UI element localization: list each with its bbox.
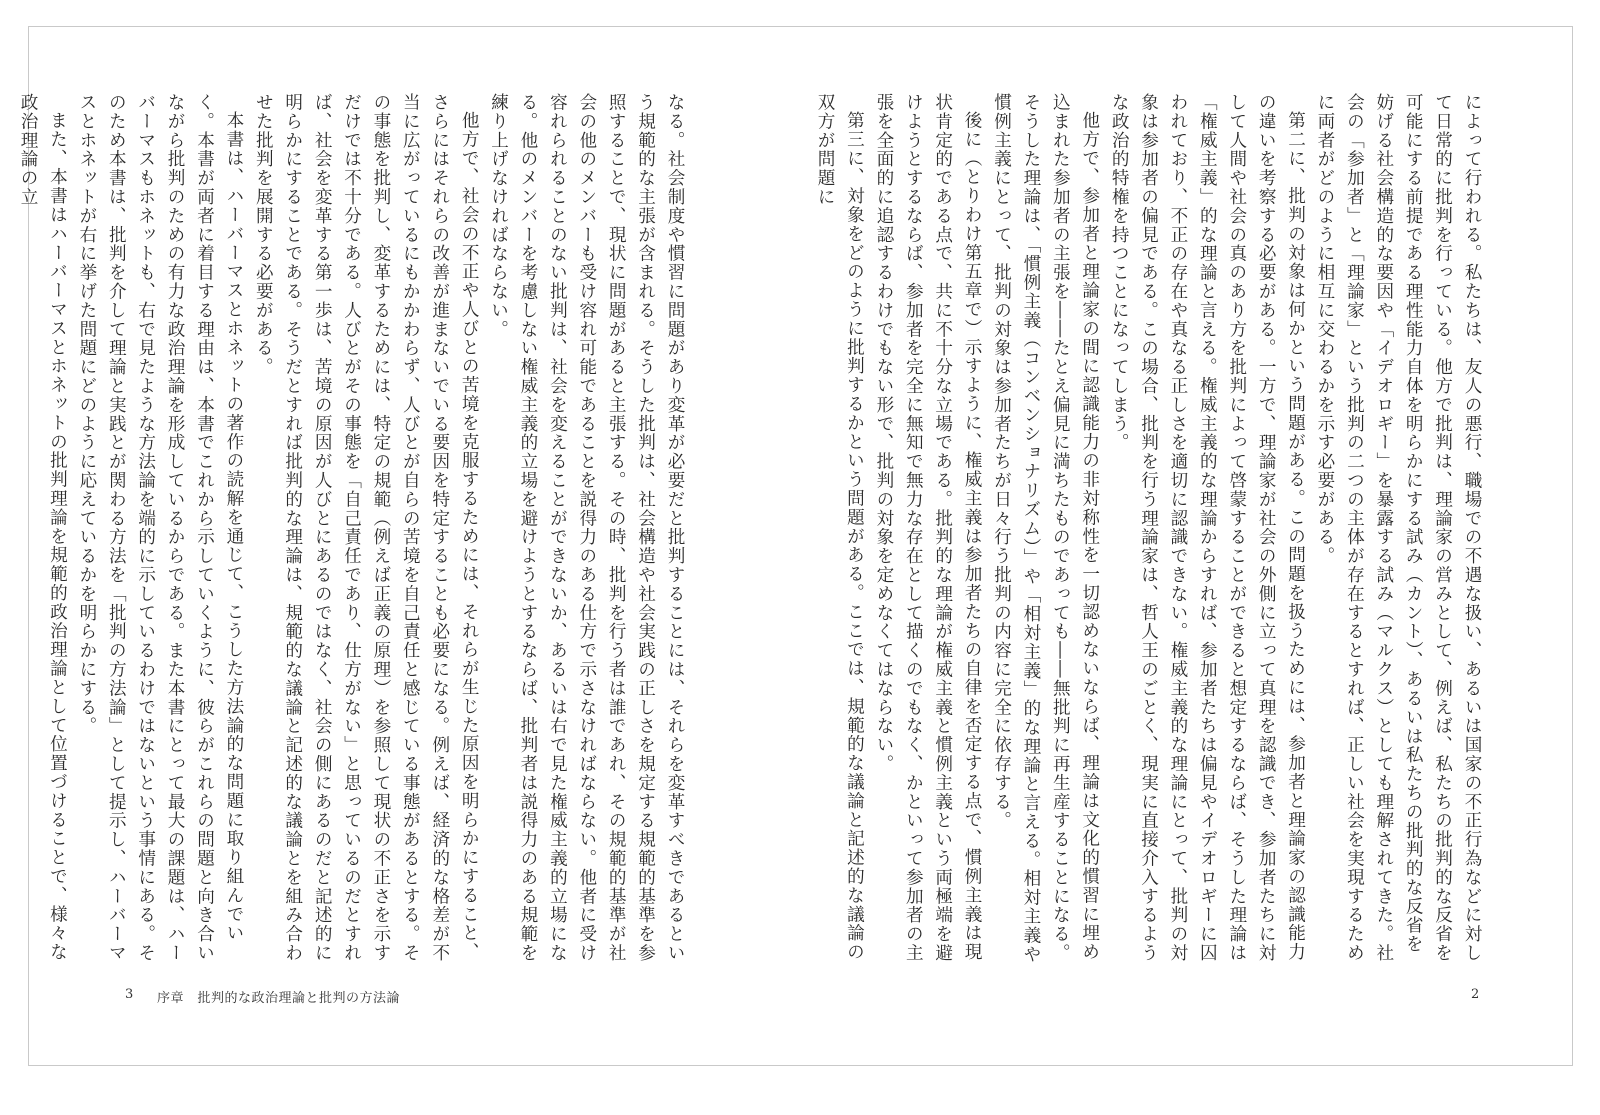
running-head: 序章 批判的な政治理論と批判の方法論	[157, 991, 401, 1006]
paragraph: 本書は、ハーバーマスとホネットの著作の読解を通じて、こうした方法論的な問題に取り組んでいく。本書が両者に着目する理由は、本書でこれから示していくように、彼らがこれらの問題と向き合いながら批判のための有力な政治理論を形成しているからである。また本書にとって最大の課題は、ハーバーマスもホネットも、右で見たような方法論を端的に示しているわけではないという事情にある。そのため本書は、批判を介して理論と実践とが関わる方法を「批判の方法論」として提示し、ハーバーマスとホネットが右に挙げた問題にどのように応えているかを明らかにする。	[76, 93, 244, 963]
paragraph: 第二に、批判の対象は何かという問題がある。この問題を扱うためには、参加者と理論家の認識能力の違いを考察する必要がある。一方で、理論家が社会の外側に立って真理を認識でき、参加者たちに対して人間や社会の真のあり方を批判によって啓蒙することができると想定するならば、そうした理論は「権威主義」的な理論と言える。権威主義的な理論からすれば、参加者たちは偏見やイデオロギーに囚われており、不正の存在や真なる正しさを適切に認識できない。権威主義的な理論にとって、批判の対象は参加者の偏見である。この場合、批判を行う理論家は、哲人王のごとく、現実に直接介入するような政治的特権を持つことになってしまう。	[1109, 93, 1306, 963]
right-page-body	[815, 93, 1486, 968]
page-number: 2	[1471, 987, 1480, 1002]
paragraph: 他方で、社会の不正や人びとの苦境を克服するためには、それらが生じた原因を明らかにすること、さらにはそれらの改善が進まないでいる要因を特定することも必要になる。例えば、経済的な格差が不当に広がっているにもかかわらず、人びとが自らの苦境を自己責任と感じている事態があるとする。その事態を批判し、変革するためには、特定の規範（例えば正義の原理）を参照して現状の不正さを示すだけでは不十分である。人びとがその事態を「自己責任であり、仕方がない」と思っているのだとすれば、社会を変革する第一歩は、苦境の原因が人びとにあるのではなく、社会の側にあるのだと記述的に明らかにすることである。そうだとすれば批判的な理論は、規範的な議論と記述的な議論とを組み合わせた批判を展開する必要がある。	[253, 93, 480, 963]
right-page	[801, 27, 1573, 1067]
paragraph: 第三に、対象をどのように批判するかという問題がある。ここでは、規範的な議論と記述的な議論の双方が問題に	[815, 93, 865, 962]
page-number: 3	[125, 987, 134, 1002]
paragraph: 後に（とりわけ第五章で）示すように、権威主義は参加者たちの自律を否定する点で、慣例主義は現状肯定的である点で、共に不十分な立場である。批判的な理論が権威主義と慣例主義という両極端を避けようとするならば、参加者を完全に無知で無力な存在として描くのでもなく、かといって参加者の主張を全面的に追認するわけでもない形で、批判の対象を定めなくてはならない。	[873, 93, 983, 963]
paragraph: また、本書はハーバーマスとホネットの批判理論を規範的政治理論として位置づけることで、様々な政治理論の立	[18, 93, 68, 962]
paragraph: 他方で、参加者と理論家の間に認識能力の非対称性を一切認めないならば、理論は文化的慣習に埋め込まれた参加者の主張を――たとえ偏見に満ちたものであっても――無批判に再生産することになる。そうした理論は、「慣例主義（コンベンショナリズム）」や「相対主義」的な理論と言える。相対主義や慣例主義にとって、批判の対象は参加者たちが日々行う批判の内容に完全に依存する。	[991, 93, 1100, 964]
left-page	[18, 27, 801, 1067]
paragraph: なる。社会制度や慣習に問題があり変革が必要だと批判することには、それらを変革すべきであるという規範的な主張が含まれる。そうした批判は、社会構造や社会実践の正しさを規定する規範的基準を参照することで、現状に問題があると主張する。その時、批判を行う者は誰であれ、その規範的基準が社会の他のメンバーも受け容れ可能であることを説得力のある仕方で示さなければならない。他者に受け容れられることのない批判は、社会を変えることができないか、あるいは右で見た権威主義的立場になる。他のメンバーを考慮しない権威主義的立場を避けようとするならば、批判者は説得力のある規範を練り上げなければならない。	[488, 93, 685, 963]
paragraph: によって行われる。私たちは、友人の悪行、職場での不遇な扱い、あるいは国家の不正行為などに対して日常的に批判を行っている。他方で批判は、理論家の営みとして、例えば、私たちの批判的な反省を可能にする前提である理性能力自体を明らかにする試み（カント）、あるいは私たちの批判的な反省を妨げる社会構造的な要因や「イデオロギー」を暴露する試み（マルクス）としても理解されてきた。社会の「参加者」と「理論家」という批判の二つの主体が存在するとすれば、正しい社会を実現するために両者がどのように相互に交わるかを示す必要がある。	[1314, 93, 1482, 963]
left-page-body	[18, 93, 689, 968]
book-spread	[18, 26, 1573, 1066]
